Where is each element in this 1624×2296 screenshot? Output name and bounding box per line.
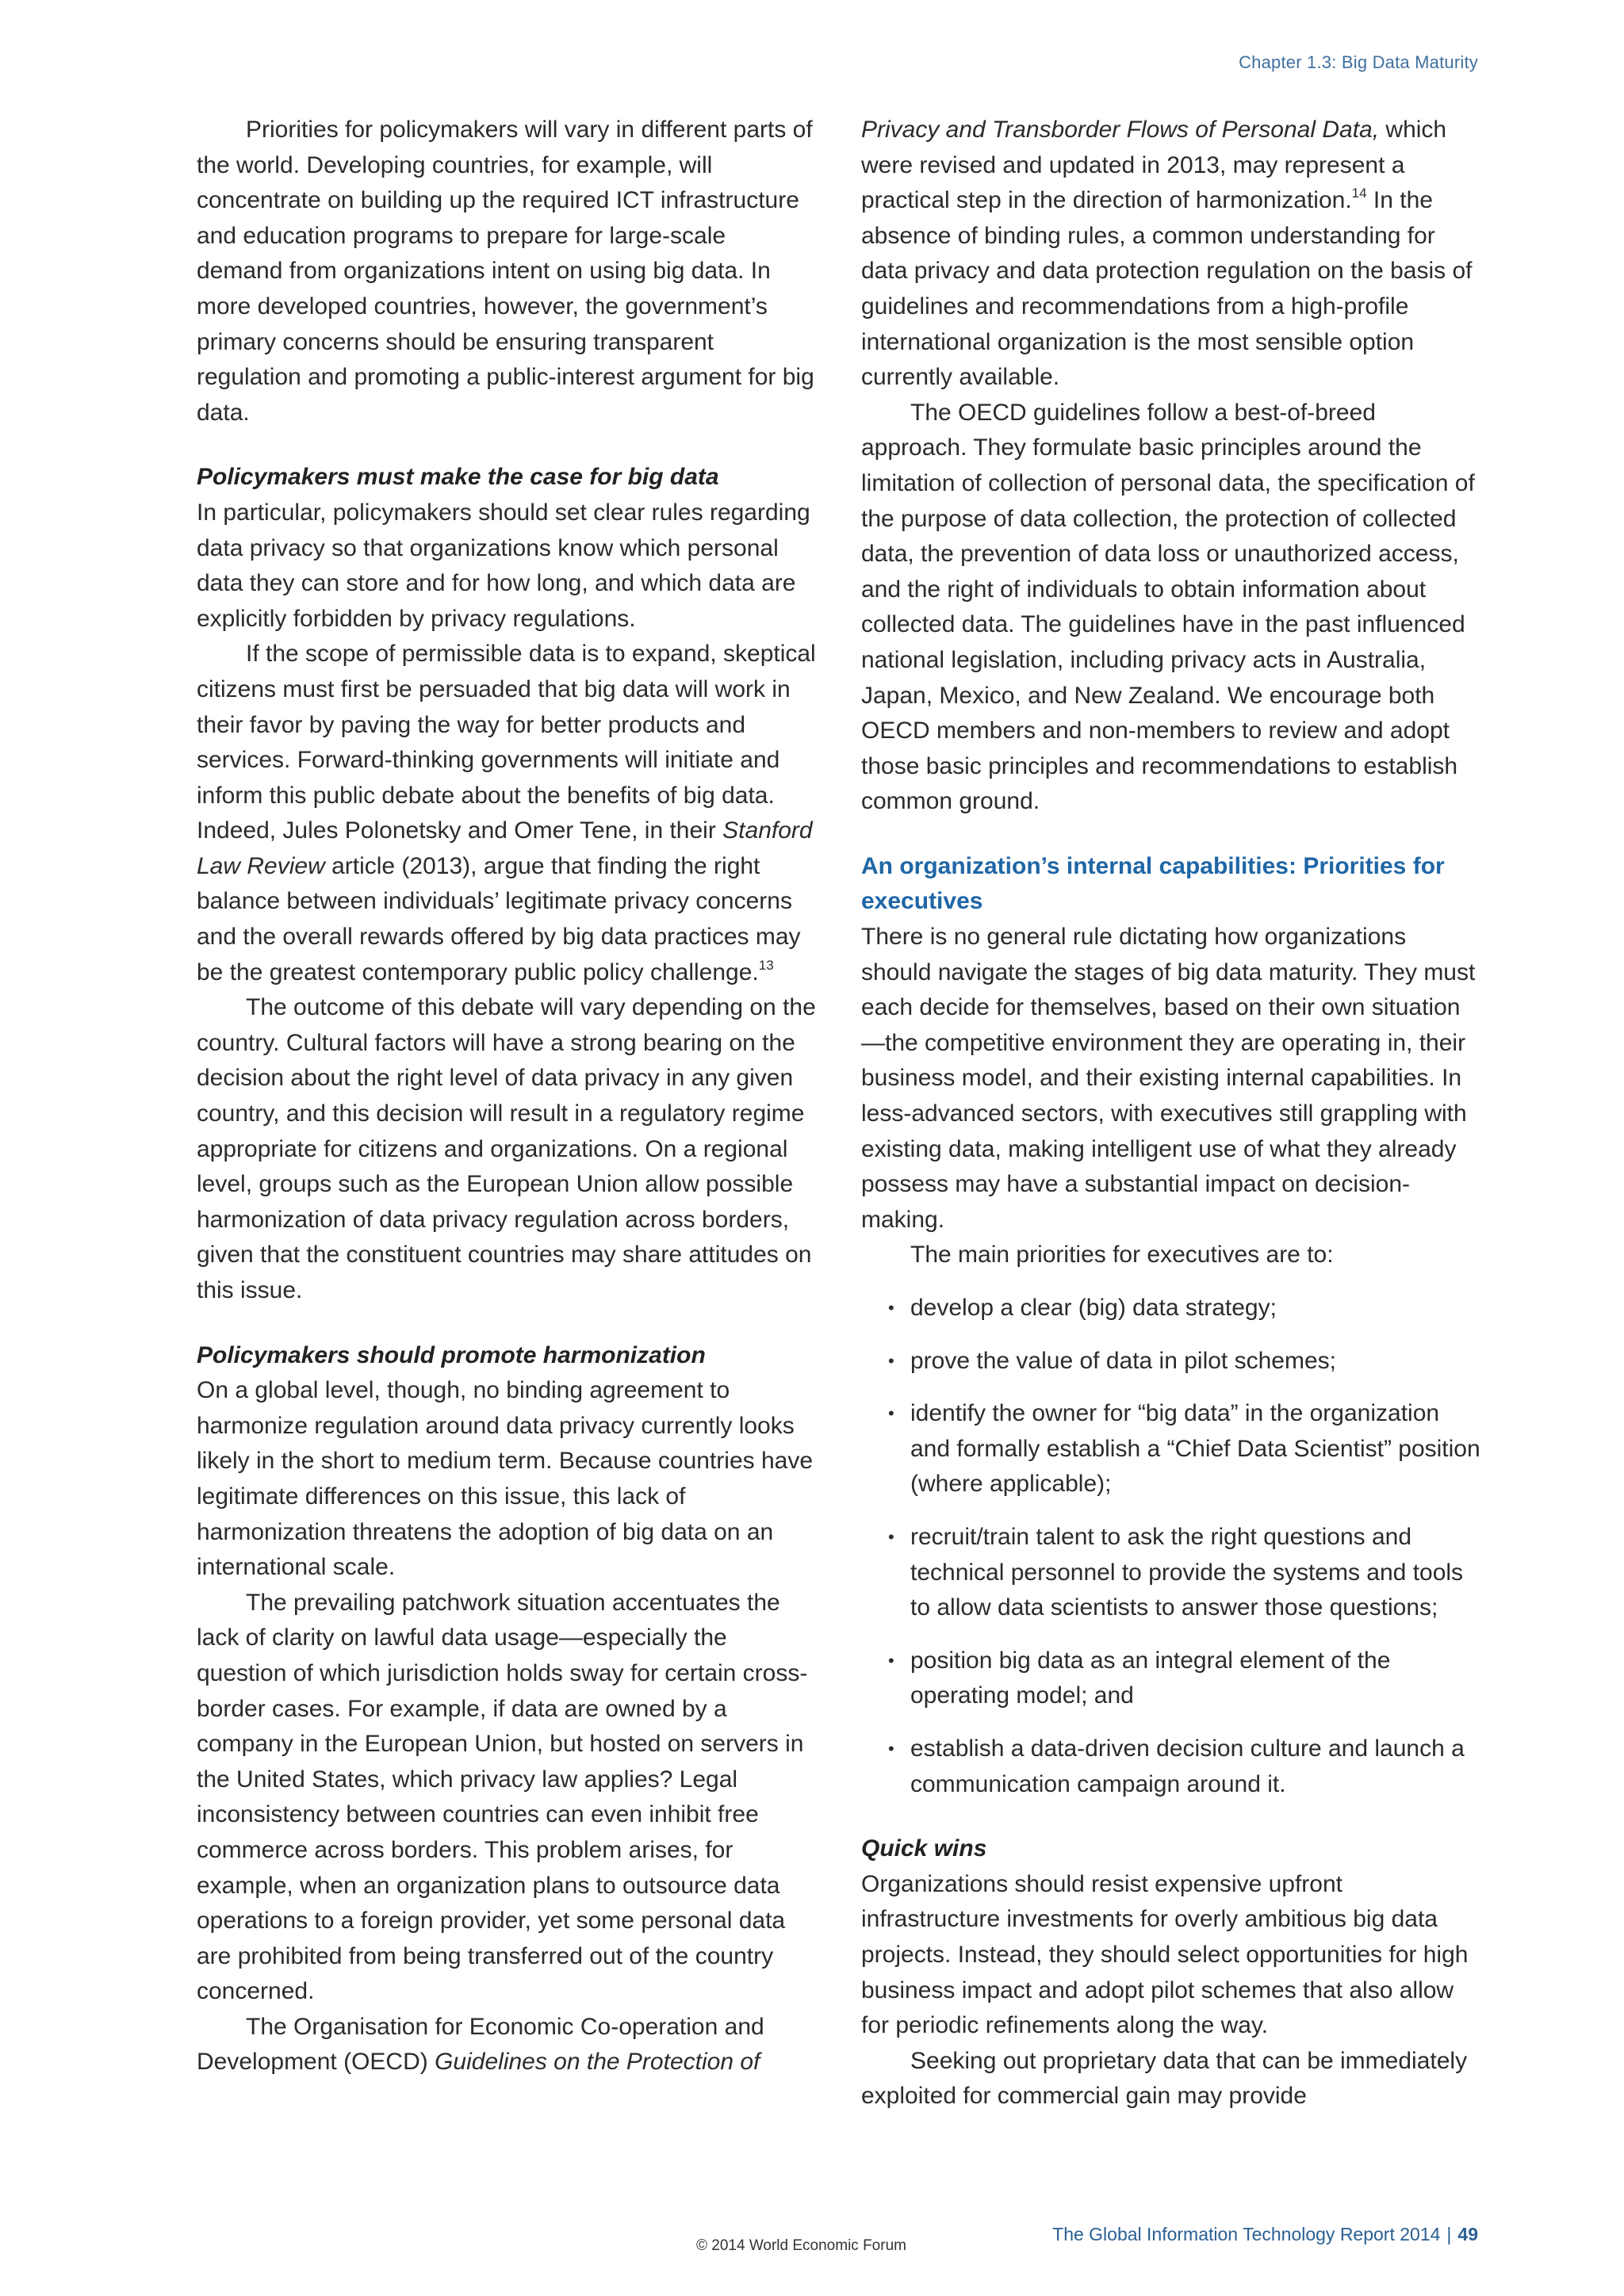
report-title: The Global Information Technology Report 2014 [1052, 2224, 1441, 2244]
right-column [861, 113, 1481, 2114]
list-item: • establish a data-driven decision culture and launch a communication campaign around it. [861, 1732, 1481, 1802]
footer-report-line [1052, 2224, 1478, 2245]
bullet: • [888, 1350, 894, 1371]
subheading: Quick wins [861, 1835, 987, 1862]
bullet: • [888, 1650, 894, 1670]
list-item: • develop a clear (big) data strategy; [861, 1291, 1481, 1326]
paragraph: The OECD guidelines follow a best-of-breed approach. They formulate basic principles around the limitation of collection of personal data, the specification of the purpose of data collection, the protection of collected data, the prevention of data loss or unauthorized access, and the right of individuals to obtain information about collected data. The guidelines have in the past influenced national legislation, including privacy acts in Australia, Japan, Mexico, and New Zealand. We encourage both OECD members and non-members to review and adopt those basic principles and recommendations to establish common ground. [861, 399, 1475, 815]
paragraph: Seeking out proprietary data that can be immediately exploited for commercial gain may provide [861, 2047, 1468, 2110]
bullet: • [888, 1298, 894, 1318]
paragraph: If the scope of permissible data is to expand, skeptical citizens must first be persuaded that big data will work in their favor by paving the way for better products and services. Forward-thinking governments will initiate and inform this public debate about the benefits of big data. Indeed, Jules Polonetsky and Omer Tene, in their Stanford Law Review article (2013), argue that finding the right balance between individuals’ legitimate privacy concerns and the overall rewards offered by big data practices may be the greatest contemporary public policy challenge.$^{13}$ [197, 641, 816, 985]
list-item: • identify the owner for “big data” in the organization and formally establish a “Chief Data Scientist” position (where applicable); [861, 1396, 1481, 1502]
bullet: • [888, 1403, 894, 1424]
copyright: © 2014 World Economic Forum [696, 2237, 906, 2254]
subheading: Policymakers should promote harmonization [197, 1341, 706, 1368]
guidelines-title: Guidelines on the Protection of [435, 2049, 760, 2076]
paragraph: There is no general rule dictating how organizations should navigate the stages of big data maturity. They must each decide for themselves, based on their own situation—the competitive environment they are operating in, their business model, and their existing internal capabilities. In less-advanced sectors, with executives still grappling with existing data, making intelligent use of what they already possess may have a substantial impact on decision-making. [861, 924, 1476, 1233]
paragraph: Privacy and Transborder Flows of Personal Data, which were revised and updated in 2013, may represent a practical step in the direction of harmonization.$^{14}$ In the absence of binding rules, a common understanding for data privacy and data protection regulation on the basis of guidelines and recommendations from a high-profile international organization is the most sensible option currently available. [861, 117, 1473, 391]
bullet: • [888, 1738, 894, 1758]
paragraph: Organizations should resist expensive upfront infrastructure investments for overly ambitious big data projects. Instead, they should select opportunities for high business impact and adopt pilot schemes that also allow for periodic refinements along the way. [861, 1870, 1469, 2039]
paragraph: Priorities for policymakers will vary in different parts of the world. Developing countries, for example, will concentrate on building up the required ICT infrastructure and education programs to prepare for large-scale demand from organizations intent on using big data. In more developed countries, however, the government’s primary concerns should be ensuring transparent regulation and promoting a public-interest argument for big data. [197, 117, 814, 426]
paragraph: The outcome of this debate will vary depending on the country. Cultural factors will have a strong bearing on the decision about the right level of data privacy in any given country, and this decision will result in a regulatory regime appropriate for citizens and organizations. On a regional level, groups such as the European Union allow possible harmonization of data privacy regulation across borders, given that the constituent countries may share attitudes on this issue. [197, 994, 816, 1303]
paragraph: The main priorities for executives are to: [910, 1242, 1334, 1269]
page-number: 49 [1457, 2224, 1478, 2244]
journal-title: Stanford Law Review [197, 817, 813, 879]
paragraph: On a global level, though, no binding agreement to harmonize regulation around data privacy currently looks likely in the short to medium term. Because countries have legitimate differences on this issue, this lack of harmonization threatens the adoption of big data on an international scale. [197, 1377, 814, 1581]
section-heading: An organization’s internal capabilities: Priorities for executives [861, 852, 1445, 915]
list-item: • prove the value of data in pilot schemes; [861, 1344, 1481, 1380]
left-column [197, 113, 817, 2080]
list-item: • recruit/train talent to ask the right questions and technical personnel to provide the systems and tools to allow data scientists to answer those questions; [861, 1520, 1481, 1626]
footnote-ref: 14 [1351, 186, 1367, 201]
priority-list [861, 1291, 1481, 1802]
paragraph: The prevailing patchwork situation accentuates the lack of clarity on lawful data usage—especially the question of which jurisdiction holds sway for certain cross-border cases. For example, if data are owned by a company in the European Union, but hosted on servers in the United States, which privacy law applies? Legal inconsistency between countries can even inhibit free commerce across borders. This problem arises, for example, when an organization plans to outsource data operations to a foreign provider, yet some personal data are prohibited from being transferred out of the country concerned. [197, 1589, 808, 2005]
subheading: Policymakers must make the case for big data [197, 464, 719, 491]
paragraph: The Organisation for Economic Co-operation and Development (OECD) Guidelines on the Protection of [197, 2013, 764, 2076]
guidelines-title: Privacy and Transborder Flows of Personal Data, [861, 117, 1380, 143]
footnote-ref: 13 [758, 957, 774, 973]
bullet: • [888, 1526, 894, 1547]
footer-separator: | [1446, 2224, 1452, 2244]
list-item: • position big data as an integral element of the operating model; and [861, 1644, 1481, 1714]
paragraph: In particular, policymakers should set clear rules regarding data privacy so that organizations know which personal data they can store and for how long, and which data are explicitly forbidden by privacy regulations. [197, 499, 810, 632]
running-head: Chapter 1.3: Big Data Maturity [1239, 52, 1478, 72]
